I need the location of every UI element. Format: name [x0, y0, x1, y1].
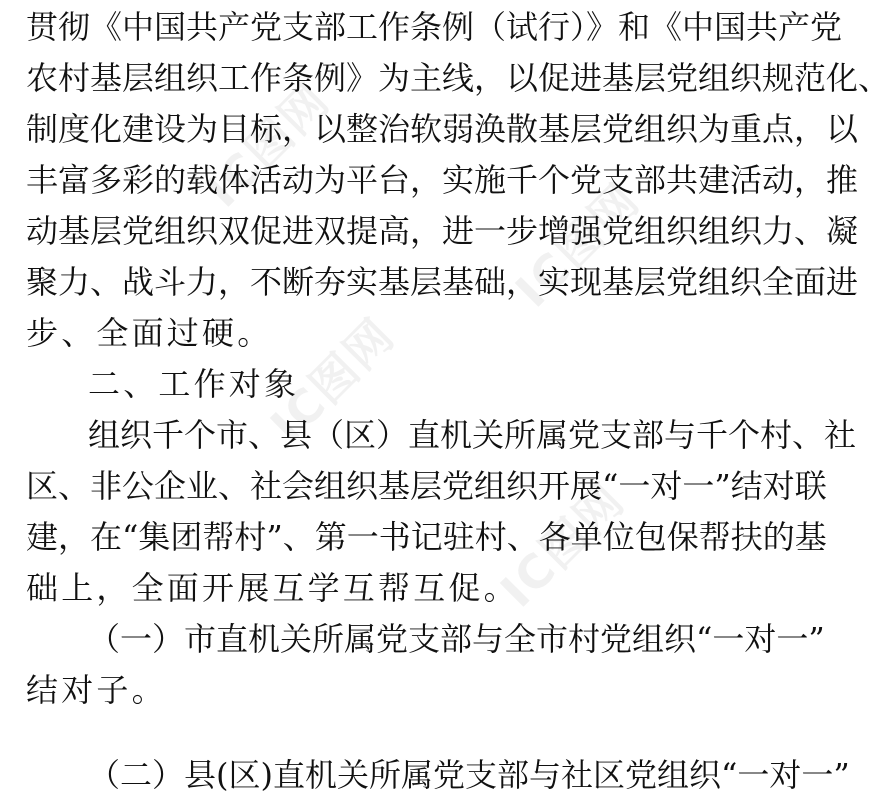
body-line-11: 建，在“集团帮村”、第一书记驻村、各单位包保帮扶的基 — [26, 518, 827, 556]
body-line-3: 制度化建设为目标，以整治软弱涣散基层党组织为重点，以 — [26, 110, 859, 148]
watermark-4: IC图网 — [490, 472, 635, 618]
watermark-2: IC图网 — [505, 172, 650, 318]
body-line-2: 农村基层组织工作条例》为主线，以促进基层党组织规范化、 — [26, 59, 890, 97]
body-line-6: 聚力、战斗力，不断夯实基层基础，实现基层党组织全面进 — [26, 263, 859, 301]
body-line-5: 动基层党组织双促进双提高，进一步增强党组织组织力、凝 — [26, 212, 859, 250]
subsection-line-1-cont: 结对子。 — [26, 671, 167, 709]
watermark-1: IC图网 — [195, 72, 340, 218]
watermark-3: IC图网 — [260, 307, 405, 453]
body-line-1: 贯彻《中国共产党支部工作条例（试行）》和《中国共产党 — [26, 8, 843, 46]
body-line-12: 础上，全面开展互学互帮互促。 — [26, 569, 519, 607]
subsection-line-2: （二）县(区)直机关所属党支部与社区党组织“一对一” — [88, 756, 850, 794]
section-heading-2: 二、工作对象 — [88, 365, 300, 403]
subsection-line-1: （一）市直机关所属党支部与全市村党组织“一对一” — [88, 620, 825, 658]
body-line-9: 组织千个市、县（区）直机关所属党支部与千个村、社 — [88, 416, 857, 454]
body-line-7: 步、全面过硬。 — [26, 314, 273, 352]
body-line-4: 丰富多彩的载体活动为平台，实施千个党支部共建活动，推 — [26, 161, 859, 199]
body-line-10: 区、非公企业、社会组织基层党组织开展“一对一”结对联 — [26, 467, 827, 505]
